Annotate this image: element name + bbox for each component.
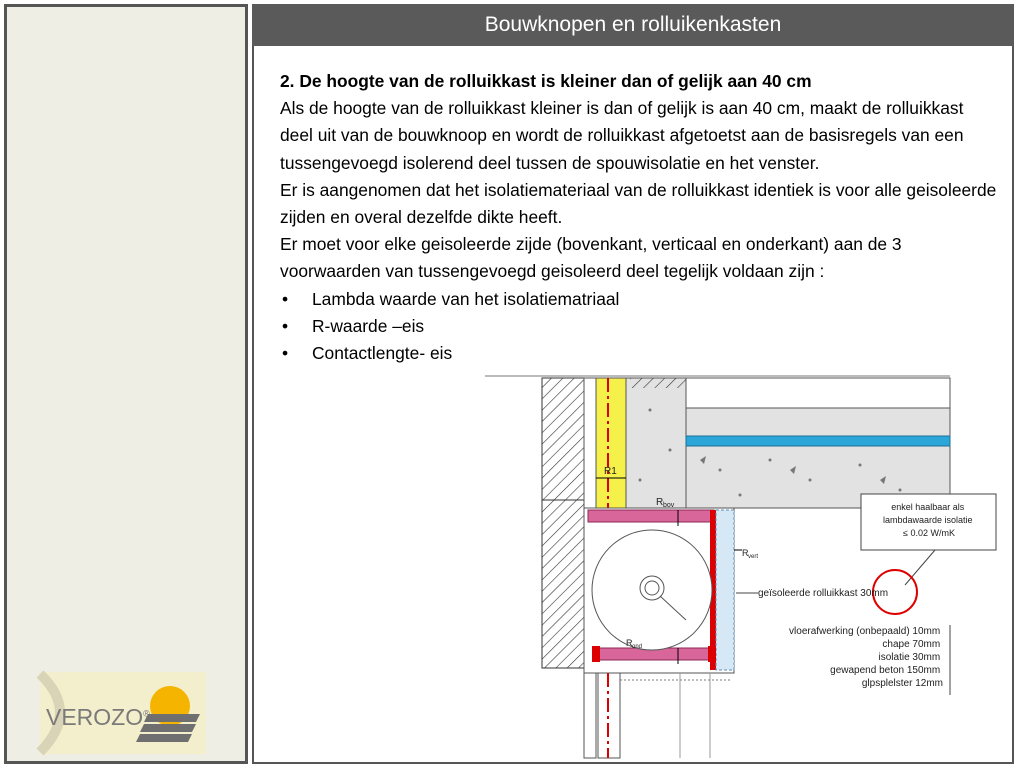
floor-insulation <box>686 436 950 446</box>
masonry-wall <box>542 378 584 668</box>
requirements-list <box>280 286 1000 368</box>
cavity-insulation <box>596 378 626 508</box>
svg-text:R1: R1 <box>604 466 617 477</box>
list-item: • Lambda waarde van het isolatiematriaal <box>280 286 1000 313</box>
slide-title: Bouwknopen en rolluikenkasten <box>252 4 1014 46</box>
svg-text:R: R <box>656 497 664 508</box>
list-item: • R-waarde –eis <box>280 313 1000 340</box>
svg-text:ond: ond <box>632 644 643 650</box>
vertical-box-insulation <box>716 510 734 670</box>
svg-text:bov: bov <box>663 502 675 509</box>
logo-wordmark: VEROZO® <box>46 704 150 730</box>
note-box: enkel haalbaar als lambdawaarde isolatie ≤ 0.02 W/mK <box>882 502 973 538</box>
slide-content <box>280 68 1000 367</box>
paragraph-3: Er moet voor elke geisoleerde zijde (bovenkant, verticaal en onderkant) aan de 3 voorwaarden van tussengevoegd geisoleerd deel tegelijk voldaan zijn : <box>280 234 902 282</box>
verozo-logo <box>40 672 206 754</box>
rolluikkast-detail-drawing <box>480 370 973 760</box>
svg-text:R: R <box>742 548 749 558</box>
svg-text:R: R <box>626 638 633 648</box>
paragraph-1: Als de hoogte van de rolluikkast kleiner is dan of gelijk is aan 40 cm, maakt de rolluikkast deel uit van de bouwknoop en wordt de rolluikkast afgetoetst aan de basisregels van een tussengevoegd isolerend deel tussen de spouwisolatie en het venster. <box>280 98 964 173</box>
concrete-slab <box>626 378 686 508</box>
paragraph-2: Er is aangenomen dat het isolatiemateriaal van de rolluikkast identiek is voor alle geisoleerde zijden en overal dezelfde dikte heeft. <box>280 179 997 228</box>
left-sidebar-panel <box>4 4 248 764</box>
top-box-insulation <box>588 510 714 522</box>
layer-list: vloerafwerking (onbepaald) 10mm chape 70mm isolatie 30mm gewapend beton 150mm glpsplelster 12mm <box>789 626 943 689</box>
svg-text:vert: vert <box>748 554 759 560</box>
list-item: • Contactlengte- eis <box>280 340 1000 367</box>
section-heading: 2. De hoogte van de rolluikkast is kleiner dan of gelijk aan 40 cm <box>280 71 812 91</box>
svg-text:geïsoleerde rolluikkast 30mm: geïsoleerde rolluikkast 30mm <box>758 588 889 599</box>
